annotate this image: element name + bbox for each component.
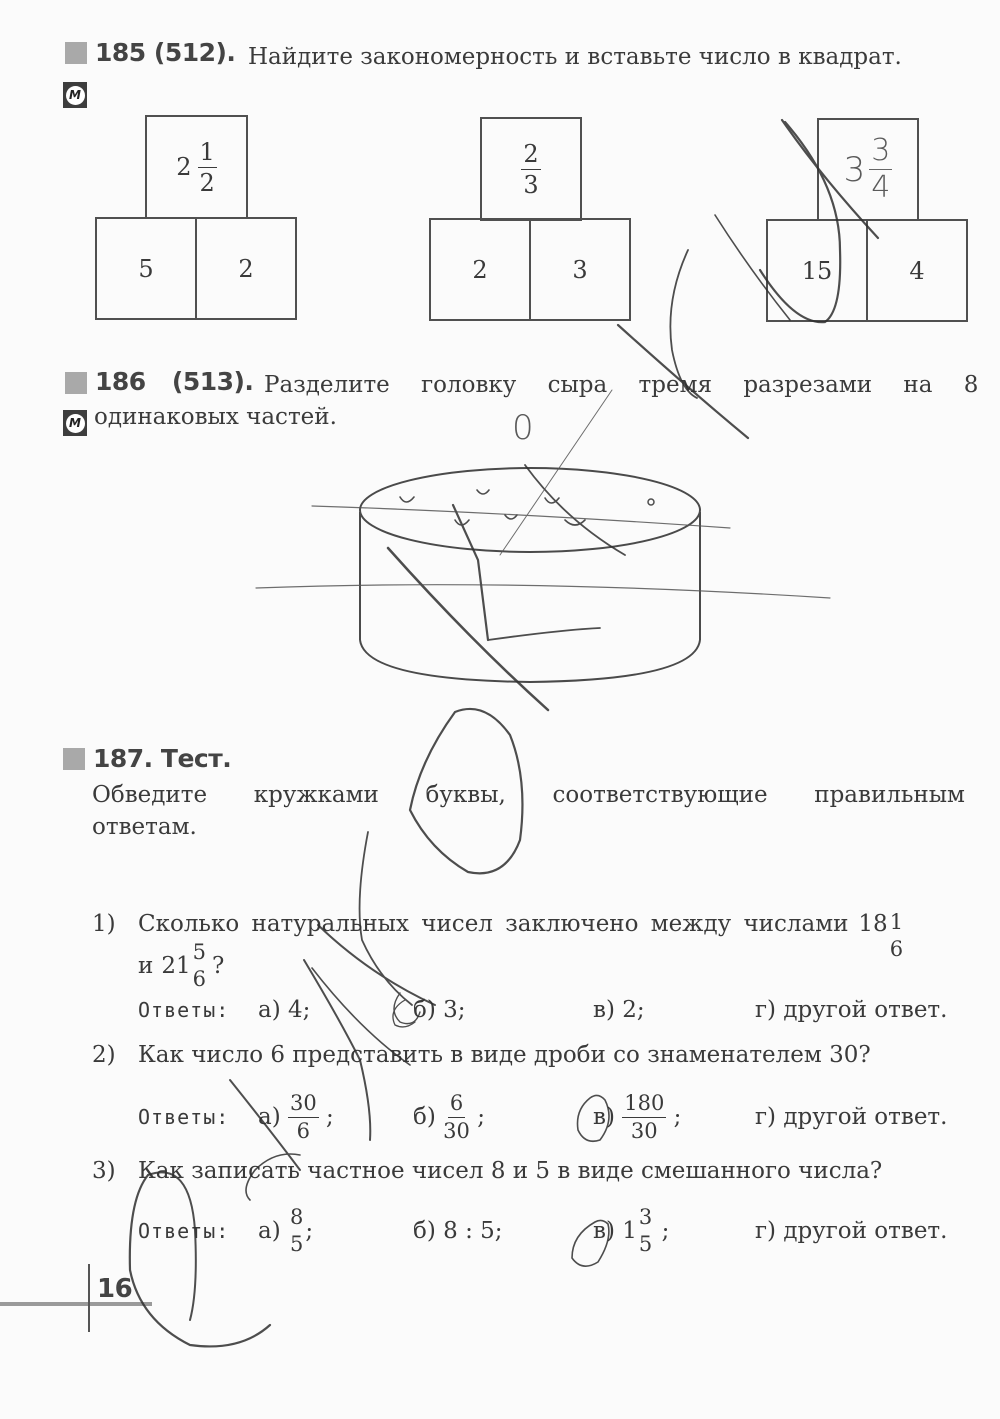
option-a[interactable]: а) 8 5 ; xyxy=(258,1205,314,1256)
task-187-instructions: Обведите кружками буквы, соответствующие правильным xyxy=(92,782,965,808)
task-185-number: 185 (512). xyxy=(95,38,236,67)
option-b-circled[interactable]: б) 3; xyxy=(413,997,466,1023)
page-number: 16 xyxy=(97,1274,133,1304)
figure1-top-box: 2 $\frac{1}{2}$ xyxy=(145,115,248,219)
task-marker-square xyxy=(65,372,87,394)
task-187-instructions-line2: ответам. xyxy=(92,814,197,840)
task-186-text-line1: Разделите головку сыра тремя разрезами на 8 xyxy=(264,372,979,398)
task-186-number: 186 (513). xyxy=(95,367,254,396)
figure1-left-box: 5 xyxy=(95,217,197,320)
option-g[interactable]: г) другой ответ. xyxy=(755,997,948,1023)
option-b[interactable]: б) $\frac{6}{30}$ ; xyxy=(413,1090,485,1143)
task-186-text-line2: одинаковых частей. xyxy=(94,404,337,430)
figure2-left-box: 2 xyxy=(429,218,531,321)
question-2-answers: Ответы: а) $\frac{30}{6}$ ; б) $\frac{6}{30}$ ; в) $\frac{180}{30}$ ; г) другой ответ. xyxy=(138,1088,229,1146)
option-v-circled[interactable]: в) 1 3 5 ; xyxy=(593,1205,670,1256)
figure2-top-box: $\frac{2}{3}$ xyxy=(480,117,582,221)
question-1-line2: и 21 5 6 ? xyxy=(138,940,225,991)
task-marker-square xyxy=(63,748,85,770)
mixed-whole: 2 xyxy=(176,153,192,181)
option-b[interactable]: б) 8 : 5; xyxy=(413,1218,503,1244)
m-badge-icon: М xyxy=(63,410,87,436)
option-v[interactable]: в) 2; xyxy=(593,997,645,1023)
task-187-title: 187. Тест. xyxy=(93,744,232,773)
handwritten-mark: 0 xyxy=(512,408,534,448)
option-a[interactable]: а) $\frac{30}{6}$ ; xyxy=(258,1090,334,1143)
footer-divider xyxy=(88,1264,90,1332)
option-g[interactable]: г) другой ответ. xyxy=(755,1218,948,1244)
figure1-right-box: 2 xyxy=(195,217,297,320)
m-badge-icon: М xyxy=(63,82,87,108)
question-2: 2) Как число 6 представить в виде дроби со знаменателем 30? xyxy=(92,1042,871,1068)
question-3: 3) Как записать частное чисел 8 и 5 в виде смешанного числа? xyxy=(92,1158,883,1184)
option-a[interactable]: а) 4; xyxy=(258,997,311,1023)
task-marker-square xyxy=(65,42,87,64)
option-g[interactable]: г) другой ответ. xyxy=(755,1104,948,1130)
question-1-answers: Ответы: а) 4; б) 3; в) 2; г) другой ответ. xyxy=(138,997,948,1023)
figure3-top-box-answer[interactable]: 3 $\frac{3}{4}$ xyxy=(817,118,919,221)
question-1: 1) Сколько натуральных чисел заключено между числами 18 1 6 xyxy=(92,910,904,961)
task-185-text: Найдите закономерность и вставьте число в квадрат. xyxy=(248,44,902,70)
figure3-left-box: 15 xyxy=(766,219,868,322)
figure3-right-box: 4 xyxy=(866,219,968,322)
option-v-circled[interactable]: в) $\frac{180}{30}$ ; xyxy=(593,1090,682,1143)
figure2-right-box: 3 xyxy=(529,218,631,321)
question-3-answers: Ответы: а) 8 5 ; б) 8 : 5; в) 1 3 5 ; г) другой ответ. xyxy=(138,1202,229,1260)
